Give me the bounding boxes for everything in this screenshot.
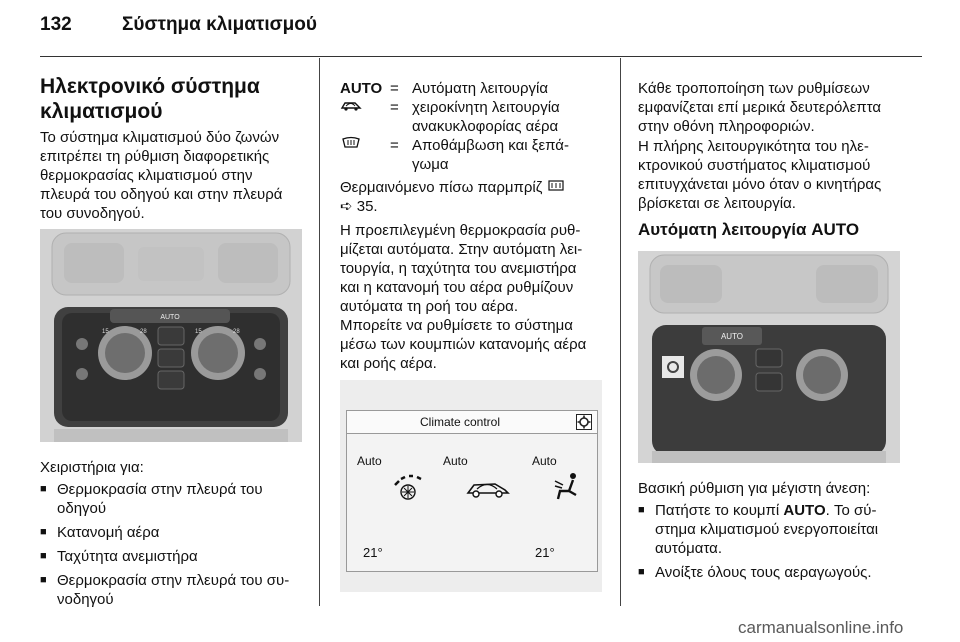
definition-row: AUTO = Αυτόματη λειτουργία: [340, 80, 549, 97]
climate-display-screen: [346, 410, 598, 572]
chapter-title: Σύστημα κλιματισμού: [122, 14, 317, 35]
rear-window-heater-icon: [547, 180, 565, 192]
defrost-icon: [340, 136, 362, 150]
fan-speed-icon[interactable]: [391, 473, 425, 503]
column-divider-1: [319, 58, 320, 606]
auto-label-left: Auto: [357, 454, 382, 468]
svg-text:28: 28: [233, 329, 240, 335]
auto-steps-list: [638, 501, 920, 582]
definition-row: = Αποθάμβωση και ξεπά- γωμα: [340, 136, 610, 174]
intro-paragraph: Το σύστημα κλιματισμού δύο ζωνών επιτρέπει τη ρύθμιση διαφορετικής θερμοκρασίας κλιματισμού στην πλευρά του οδηγού και στην πλευρά του συνοδηγού.: [40, 129, 283, 222]
climate-display-figure: [340, 380, 602, 592]
modification-paragraph: Κάθε τροποποίηση των ρυθμίσεων εμφανίζεται επί μερικά δευτερόλεπτα στην οθόνη πληροφοριών.: [638, 80, 881, 135]
section-heading: Ηλεκτρονικό σύστημα κλιματισμού: [40, 75, 260, 123]
car-recirculation-icon: [340, 98, 362, 112]
column-divider-2: [620, 58, 621, 606]
auto-label-right: Auto: [532, 454, 557, 468]
list-item: ■ Κατανομή αέρα: [40, 523, 315, 542]
climate-panel-photo: [40, 229, 302, 442]
list-item: ■ Θερμοκρασία στην πλευρά του συ- νοδηγού: [40, 571, 315, 609]
air-distribution-icon[interactable]: [553, 471, 583, 503]
adjust-paragraph: Μπορείτε να ρυθμίσετε το σύστημα μέσω των κουμπιών κατανομής αέρα και ροής αέρα.: [340, 317, 587, 372]
svg-text:28: 28: [140, 329, 147, 335]
definition-row: = χειροκίνητη λειτουργία ανακυκλοφορίας αέρα: [340, 98, 610, 136]
auto-button-photo: [638, 251, 900, 463]
functionality-paragraph: Η πλήρης λειτουργικότητα του ηλε- κτρονικού συστήματος κλιματισμού επιτυγχάνεται μόνο όταν ο κινητήρας βρίσκεται σε λειτουργία.: [638, 138, 882, 212]
settings-icon[interactable]: [576, 414, 592, 430]
panel-auto-label: AUTO: [160, 314, 180, 321]
list-item: ■ Θερμοκρασία στην πλευρά του οδηγού: [40, 480, 315, 518]
default-temperature-paragraph: Η προεπιλεγμένη θερμοκρασία ρυθ- μίζεται αυτόματα. Στην αυτόματη λει- τουργία, η ταχύτητα του ανεμιστήρα και η κατανομή του αέρα ρυθμίζουν αυτόματα τη ροή του αέρα.: [340, 222, 583, 315]
header-rule: [40, 56, 922, 57]
page-reference: 35.: [356, 198, 378, 215]
page-ref-arrow-icon: ➪: [340, 198, 357, 215]
svg-text:15: 15: [195, 329, 202, 335]
temperature-left: 21°: [363, 545, 383, 560]
photo-auto-label: AUTO: [720, 332, 744, 341]
temperature-right: 21°: [535, 545, 555, 560]
rear-window-paragraph: Θερμαινόμενο πίσω παρμπρίζ ➪ 35.: [340, 178, 610, 216]
watermark: carmanualsonline.info: [738, 618, 904, 637]
controls-label: Χειριστήρια για:: [40, 459, 144, 476]
definition-list: [340, 79, 610, 174]
page-number: 132: [40, 14, 72, 35]
auto-label-center: Auto: [443, 454, 468, 468]
basic-setting-label: Βασική ρύθμιση για μέγιστη άνεση:: [638, 480, 871, 497]
air-recirculation-icon[interactable]: [465, 477, 511, 499]
auto-section-heading: Αυτόματη λειτουργία AUTO: [638, 220, 860, 239]
controls-list: [40, 480, 315, 609]
display-title: Climate control: [419, 415, 501, 429]
svg-text:15: 15: [102, 329, 109, 335]
list-item: ■ Ταχύτητα ανεμιστήρα: [40, 547, 315, 566]
list-item: ■ Πατήστε το κουμπί AUTO. Το σύ- στημα κλιματισμού ενεργοποιείται αυτόματα.: [638, 501, 920, 558]
list-item: ■ Ανοίξτε όλους τους αεραγωγούς.: [638, 563, 920, 582]
